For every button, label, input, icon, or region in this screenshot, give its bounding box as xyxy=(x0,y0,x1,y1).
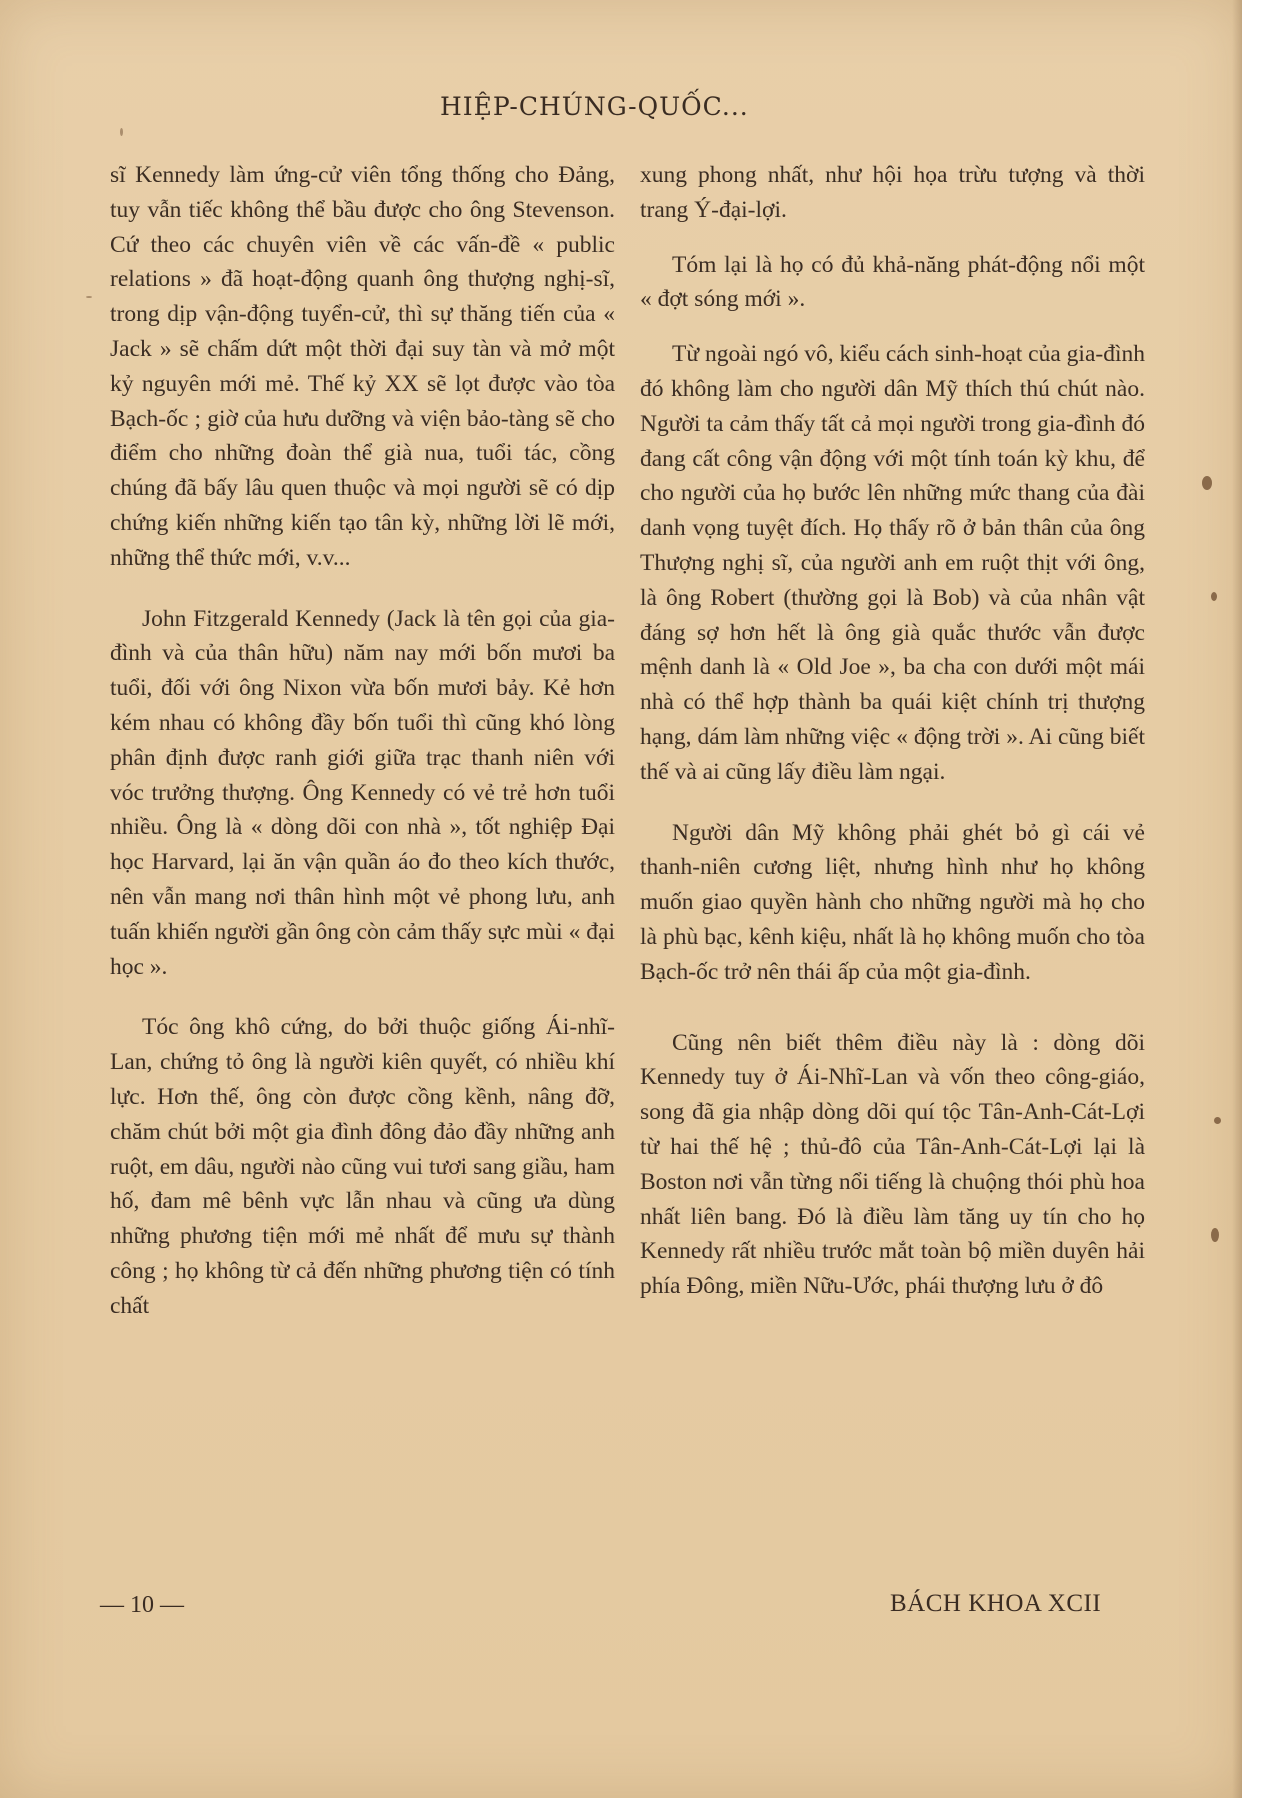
paragraph: Cũng nên biết thêm điều này là : dòng dõi Kennedy tuy ở Ái-Nhĩ-Lan và vốn theo công-giáo, song đã gia nhập dòng dõi quí tộc Tân-Anh-Cát-Lợi từ hai thế hệ ; thủ-đô của Tân-Anh-Cát-Lợi lại là Boston nơi vẫn từng nổi tiếng là chuộng thói phù hoa nhất liên bang. Đó là điều làm tăng uy tín cho họ Kennedy rất nhiều trước mắt toàn bộ miền duyên hải phía Đông, miền Nữu-Ước, phái thượng lưu ở đô xyxy=(640,1029,1145,1300)
right-column xyxy=(640,158,1145,1304)
paragraph: sĩ Kennedy làm ứng-cử viên tổng thống cho Đảng, tuy vẫn tiếc không thể bầu được cho ông Stevenson. Cứ theo các chuyên viên về các vấn-đề « public relations » đã hoạt-động quanh ông thượng nghị-sĩ, trong dịp vận-động tuyển-cử, thì sự thăng tiến của « Jack » sẽ chấm dứt một thời đại suy tàn và mở một kỷ nguyên mới mẻ. Thế kỷ XX sẽ lọt được vào tòa Bạch-ốc ; giờ của hưu dưỡng và viện bảo-tàng sẽ cho điểm cho những đoàn thể già nua, tuổi tác, cồng chúng đã bấy lâu quen thuộc và mọi người sẽ có dịp chứng kiến những kiến tạo tân kỳ, những lời lẽ mới, những thể thức mới, v.v... xyxy=(110,162,615,571)
left-column xyxy=(110,158,615,1324)
binding-hole xyxy=(1202,476,1212,490)
paragraph: John Fitzgerald Kennedy (Jack là tên gọi của gia-đình và của thân hữu) năm nay mới bốn mươi ba tuổi, đối với ông Nixon vừa bốn mươi bảy. Kẻ hơn kém nhau có không đầy bốn tuổi thì cũng khó lòng phân định được ranh giới giữa trạc thanh niên với vóc trưởng thượng. Ông Kennedy có vẻ trẻ hơn tuổi nhiều. Ông là « dòng dõi con nhà », tốt nghiệp Đại học Harvard, lại ăn vận quần áo đo theo kích thước, nên vẫn mang nơi thân hình một vẻ phong lưu, anh tuấn khiến người gần ông còn cảm thấy sực mùi « đại học ». xyxy=(110,605,615,980)
paper-speck xyxy=(86,296,92,298)
paragraph: xung phong nhất, như hội họa trừu tượng và thời trang Ý-đại-lợi. xyxy=(640,162,1145,223)
paragraph: Người dân Mỹ không phải ghét bỏ gì cái vẻ thanh-niên cương liệt, nhưng hình như họ không muốn giao quyền hành cho những người mà họ cho là phù bạc, kênh kiệu, nhất là họ không muốn cho tòa Bạch-ốc trở nên thái ấp của một gia-đình. xyxy=(640,819,1145,985)
binding-hole xyxy=(1211,592,1217,601)
paragraph: Tóm lại là họ có đủ khả-năng phát-động nổi một « đợt sóng mới ». xyxy=(640,251,1145,313)
paragraph: Tóc ông khô cứng, do bởi thuộc giống Ái-nhĩ-Lan, chứng tỏ ông là người kiên quyết, có nhiều khí lực. Hơn thế, ông còn được cồng kềnh, nâng đỡ, chăm chút bởi một gia đình đông đảo đầy những anh ruột, em dâu, người nào cũng vui tươi sang giầu, ham hố, đam mê bênh vực lẫn nhau và cũng ưa dùng những phương tiện mới mẻ nhất để mưu sự thành công ; họ không từ cả đến những phương tiện có tính chất xyxy=(110,1014,615,1319)
binding-hole xyxy=(1214,1117,1221,1124)
binding-hole xyxy=(1211,1228,1219,1242)
paper-speck xyxy=(120,128,123,136)
running-header: HIỆP-CHÚNG-QUỐC... xyxy=(440,92,749,121)
paragraph: Từ ngoài ngó vô, kiểu cách sinh-hoạt của gia-đình đó không làm cho người dân Mỹ thích thú chút nào. Người ta cảm thấy tất cả mọi người trong gia-đình đó đang cất công vận động với một tính toán kỳ khu, để cho người của họ bước lên những mức thang của đài danh vọng tuyệt đích. Họ thấy rõ ở bản thân của ông Thượng nghị sĩ, của người anh em ruột thịt với ông, là ông Robert (thường gọi là Bob) và của nhân vật đáng sợ hơn hết là ông già quắc thước vẫn được mệnh danh là « Old Joe », ba cha con dưới một mái nhà có thể hợp thành ba quái kiệt chính trị thượng hạng, dám làm những việc « động trời ». Ai cũng biết thế và ai cũng lấy điều làm ngại. xyxy=(640,341,1145,785)
page-number: — 10 — xyxy=(100,1592,184,1618)
publication-name: BÁCH KHOA XCII xyxy=(890,1590,1102,1617)
